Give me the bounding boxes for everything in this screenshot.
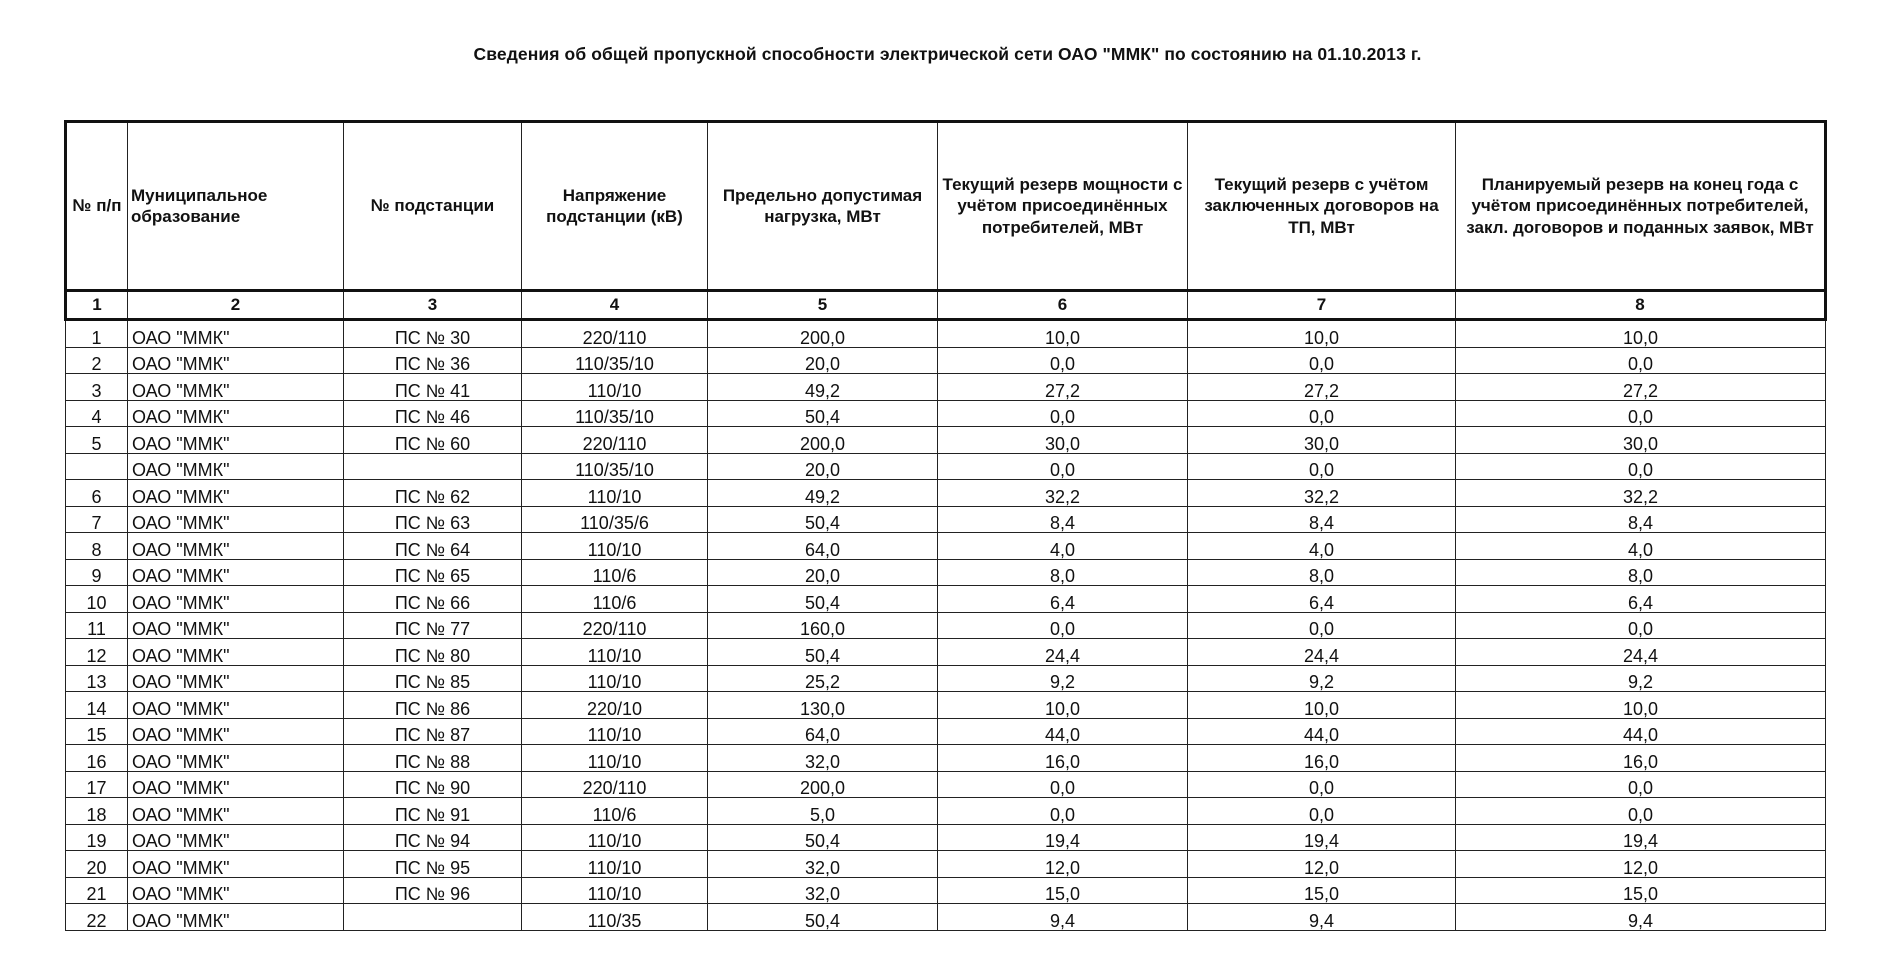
cell-contract-reserve: 4,0 [1188,533,1456,560]
cell-num: 10 [66,586,128,613]
cell-num: 3 [66,374,128,401]
cell-max-load: 200,0 [708,771,938,798]
cell-substation: ПС № 36 [344,347,522,374]
table-row [66,851,1826,878]
cell-substation: ПС № 87 [344,718,522,745]
cell-municipality: ОАО "ММК" [128,639,344,666]
cell-municipality: ОАО "ММК" [128,320,344,348]
cell-substation: ПС № 66 [344,586,522,613]
cell-substation: ПС № 90 [344,771,522,798]
cell-contract-reserve: 19,4 [1188,824,1456,851]
cell-contract-reserve: 44,0 [1188,718,1456,745]
cell-max-load: 20,0 [708,347,938,374]
table-row [66,824,1826,851]
cell-num: 11 [66,612,128,639]
table-row [66,877,1826,904]
cell-voltage: 110/35 [522,904,708,931]
cell-max-load: 200,0 [708,320,938,348]
cell-voltage: 220/10 [522,692,708,719]
cell-municipality: ОАО "ММК" [128,745,344,772]
cell-planned-reserve: 6,4 [1456,586,1826,613]
cell-substation: ПС № 94 [344,824,522,851]
cell-max-load: 50,4 [708,639,938,666]
cell-voltage: 110/10 [522,877,708,904]
cell-max-load: 50,4 [708,506,938,533]
column-number: 8 [1456,291,1826,320]
cell-max-load: 20,0 [708,453,938,480]
cell-current-reserve: 0,0 [938,798,1188,825]
cell-planned-reserve: 0,0 [1456,453,1826,480]
cell-voltage: 110/6 [522,798,708,825]
cell-max-load: 32,0 [708,877,938,904]
table-row [66,400,1826,427]
cell-current-reserve: 10,0 [938,320,1188,348]
cell-planned-reserve: 30,0 [1456,427,1826,454]
cell-voltage: 110/35/6 [522,506,708,533]
cell-max-load: 50,4 [708,904,938,931]
cell-num: 21 [66,877,128,904]
cell-max-load: 20,0 [708,559,938,586]
cell-voltage: 110/10 [522,718,708,745]
cell-contract-reserve: 32,2 [1188,480,1456,507]
cell-num: 17 [66,771,128,798]
cell-num: 13 [66,665,128,692]
cell-contract-reserve: 0,0 [1188,347,1456,374]
cell-planned-reserve: 0,0 [1456,771,1826,798]
cell-num: 12 [66,639,128,666]
cell-municipality: ОАО "ММК" [128,904,344,931]
header-cell-current-reserve: Текущий резерв мощности с учётом присоединённых потребителей, МВт [938,122,1188,291]
table-row [66,347,1826,374]
cell-substation: ПС № 62 [344,480,522,507]
cell-substation [344,453,522,480]
cell-max-load: 49,2 [708,480,938,507]
cell-contract-reserve: 0,0 [1188,798,1456,825]
header-cell-num: № п/п [66,122,128,291]
cell-voltage: 110/10 [522,745,708,772]
cell-max-load: 32,0 [708,745,938,772]
cell-contract-reserve: 12,0 [1188,851,1456,878]
cell-num: 22 [66,904,128,931]
cell-municipality: ОАО "ММК" [128,586,344,613]
cell-substation: ПС № 91 [344,798,522,825]
cell-substation: ПС № 60 [344,427,522,454]
cell-substation: ПС № 30 [344,320,522,348]
cell-current-reserve: 12,0 [938,851,1188,878]
cell-municipality: ОАО "ММК" [128,480,344,507]
cell-substation: ПС № 95 [344,851,522,878]
cell-current-reserve: 6,4 [938,586,1188,613]
cell-contract-reserve: 27,2 [1188,374,1456,401]
cell-substation: ПС № 64 [344,533,522,560]
cell-planned-reserve: 15,0 [1456,877,1826,904]
table-row [66,692,1826,719]
cell-num: 2 [66,347,128,374]
table-row [66,771,1826,798]
cell-contract-reserve: 24,4 [1188,639,1456,666]
cell-num: 1 [66,320,128,348]
cell-planned-reserve: 4,0 [1456,533,1826,560]
cell-voltage: 110/10 [522,824,708,851]
table-row [66,453,1826,480]
cell-planned-reserve: 24,4 [1456,639,1826,666]
column-number: 5 [708,291,938,320]
cell-contract-reserve: 9,4 [1188,904,1456,931]
cell-contract-reserve: 9,2 [1188,665,1456,692]
cell-substation: ПС № 88 [344,745,522,772]
cell-voltage: 220/110 [522,427,708,454]
table-row [66,559,1826,586]
cell-planned-reserve: 27,2 [1456,374,1826,401]
document-title: Сведения об общей пропускной способности электрической сети ОАО "ММК" по состоянию на 01.10.2013 г. [473,44,1422,64]
cell-municipality: ОАО "ММК" [128,718,344,745]
cell-substation: ПС № 80 [344,639,522,666]
cell-planned-reserve: 0,0 [1456,612,1826,639]
cell-substation: ПС № 77 [344,612,522,639]
cell-max-load: 50,4 [708,400,938,427]
cell-municipality: ОАО "ММК" [128,400,344,427]
cell-municipality: ОАО "ММК" [128,533,344,560]
table-row [66,904,1826,931]
table-body [66,320,1826,931]
column-number: 6 [938,291,1188,320]
cell-current-reserve: 8,0 [938,559,1188,586]
cell-current-reserve: 19,4 [938,824,1188,851]
cell-contract-reserve: 8,0 [1188,559,1456,586]
table-row [66,798,1826,825]
cell-municipality: ОАО "ММК" [128,692,344,719]
cell-current-reserve: 44,0 [938,718,1188,745]
cell-contract-reserve: 10,0 [1188,320,1456,348]
cell-current-reserve: 15,0 [938,877,1188,904]
cell-municipality: ОАО "ММК" [128,771,344,798]
capacity-table [64,120,1827,931]
cell-current-reserve: 9,2 [938,665,1188,692]
cell-voltage: 220/110 [522,320,708,348]
cell-num [66,453,128,480]
cell-current-reserve: 8,4 [938,506,1188,533]
cell-planned-reserve: 19,4 [1456,824,1826,851]
cell-municipality: ОАО "ММК" [128,453,344,480]
cell-num: 4 [66,400,128,427]
cell-current-reserve: 27,2 [938,374,1188,401]
cell-num: 6 [66,480,128,507]
cell-voltage: 110/6 [522,559,708,586]
cell-planned-reserve: 44,0 [1456,718,1826,745]
cell-current-reserve: 32,2 [938,480,1188,507]
header-cell-max-load: Предельно допустимая нагрузка, МВт [708,122,938,291]
cell-voltage: 110/10 [522,639,708,666]
cell-municipality: ОАО "ММК" [128,851,344,878]
cell-max-load: 25,2 [708,665,938,692]
cell-voltage: 220/110 [522,612,708,639]
header-row [66,122,1826,291]
cell-voltage: 110/10 [522,665,708,692]
cell-current-reserve: 0,0 [938,771,1188,798]
table-row [66,639,1826,666]
cell-voltage: 110/10 [522,374,708,401]
cell-num: 18 [66,798,128,825]
cell-contract-reserve: 0,0 [1188,453,1456,480]
cell-max-load: 50,4 [708,824,938,851]
cell-voltage: 220/110 [522,771,708,798]
cell-substation [344,904,522,931]
table-row [66,506,1826,533]
table-row [66,533,1826,560]
cell-substation: ПС № 85 [344,665,522,692]
cell-contract-reserve: 30,0 [1188,427,1456,454]
cell-municipality: ОАО "ММК" [128,877,344,904]
cell-substation: ПС № 41 [344,374,522,401]
table-row [66,427,1826,454]
table-row [66,480,1826,507]
cell-planned-reserve: 8,4 [1456,506,1826,533]
cell-num: 8 [66,533,128,560]
cell-num: 19 [66,824,128,851]
column-number: 4 [522,291,708,320]
cell-num: 9 [66,559,128,586]
table-row [66,612,1826,639]
cell-current-reserve: 10,0 [938,692,1188,719]
cell-contract-reserve: 0,0 [1188,400,1456,427]
cell-voltage: 110/10 [522,533,708,560]
cell-planned-reserve: 12,0 [1456,851,1826,878]
table-row [66,320,1826,348]
header-cell-contract-reserve: Текущий резерв с учётом заключенных договоров на ТП, МВт [1188,122,1456,291]
cell-max-load: 32,0 [708,851,938,878]
cell-max-load: 130,0 [708,692,938,719]
column-number: 7 [1188,291,1456,320]
cell-max-load: 64,0 [708,718,938,745]
cell-voltage: 110/35/10 [522,347,708,374]
header-cell-voltage: Напряжение подстанции (кВ) [522,122,708,291]
cell-contract-reserve: 16,0 [1188,745,1456,772]
cell-num: 16 [66,745,128,772]
cell-current-reserve: 9,4 [938,904,1188,931]
cell-substation: ПС № 96 [344,877,522,904]
cell-num: 7 [66,506,128,533]
cell-planned-reserve: 0,0 [1456,347,1826,374]
cell-substation: ПС № 65 [344,559,522,586]
cell-num: 15 [66,718,128,745]
cell-substation: ПС № 63 [344,506,522,533]
cell-municipality: ОАО "ММК" [128,347,344,374]
cell-num: 20 [66,851,128,878]
cell-current-reserve: 0,0 [938,400,1188,427]
cell-current-reserve: 30,0 [938,427,1188,454]
cell-max-load: 49,2 [708,374,938,401]
cell-current-reserve: 4,0 [938,533,1188,560]
cell-num: 14 [66,692,128,719]
cell-voltage: 110/35/10 [522,400,708,427]
cell-contract-reserve: 15,0 [1188,877,1456,904]
cell-municipality: ОАО "ММК" [128,506,344,533]
cell-max-load: 50,4 [708,586,938,613]
cell-substation: ПС № 86 [344,692,522,719]
cell-current-reserve: 0,0 [938,612,1188,639]
table-row [66,718,1826,745]
cell-municipality: ОАО "ММК" [128,374,344,401]
cell-max-load: 160,0 [708,612,938,639]
cell-voltage: 110/10 [522,480,708,507]
cell-contract-reserve: 0,0 [1188,771,1456,798]
cell-substation: ПС № 46 [344,400,522,427]
cell-planned-reserve: 0,0 [1456,400,1826,427]
header-cell-municipality: Муниципальное образование [128,122,344,291]
cell-municipality: ОАО "ММК" [128,427,344,454]
cell-planned-reserve: 32,2 [1456,480,1826,507]
cell-voltage: 110/10 [522,851,708,878]
column-number: 2 [128,291,344,320]
column-number: 3 [344,291,522,320]
cell-planned-reserve: 16,0 [1456,745,1826,772]
cell-planned-reserve: 8,0 [1456,559,1826,586]
cell-municipality: ОАО "ММК" [128,665,344,692]
cell-max-load: 200,0 [708,427,938,454]
table-row [66,745,1826,772]
cell-current-reserve: 16,0 [938,745,1188,772]
cell-planned-reserve: 10,0 [1456,692,1826,719]
cell-contract-reserve: 8,4 [1188,506,1456,533]
table-row [66,586,1826,613]
cell-contract-reserve: 0,0 [1188,612,1456,639]
cell-voltage: 110/35/10 [522,453,708,480]
cell-contract-reserve: 6,4 [1188,586,1456,613]
cell-planned-reserve: 10,0 [1456,320,1826,348]
table-row [66,374,1826,401]
column-number: 1 [66,291,128,320]
column-number-row [66,291,1826,320]
cell-municipality: ОАО "ММК" [128,824,344,851]
cell-voltage: 110/6 [522,586,708,613]
cell-municipality: ОАО "ММК" [128,559,344,586]
header-cell-planned-reserve: Планируемый резерв на конец года с учётом присоединённых потребителей, закл. договоров и поданных заявок, МВт [1456,122,1826,291]
cell-contract-reserve: 10,0 [1188,692,1456,719]
cell-municipality: ОАО "ММК" [128,612,344,639]
cell-municipality: ОАО "ММК" [128,798,344,825]
cell-current-reserve: 0,0 [938,347,1188,374]
cell-current-reserve: 24,4 [938,639,1188,666]
cell-planned-reserve: 9,2 [1456,665,1826,692]
table-row [66,665,1826,692]
cell-max-load: 5,0 [708,798,938,825]
header-cell-substation: № подстанции [344,122,522,291]
cell-planned-reserve: 0,0 [1456,798,1826,825]
cell-max-load: 64,0 [708,533,938,560]
cell-planned-reserve: 9,4 [1456,904,1826,931]
cell-current-reserve: 0,0 [938,453,1188,480]
cell-num: 5 [66,427,128,454]
